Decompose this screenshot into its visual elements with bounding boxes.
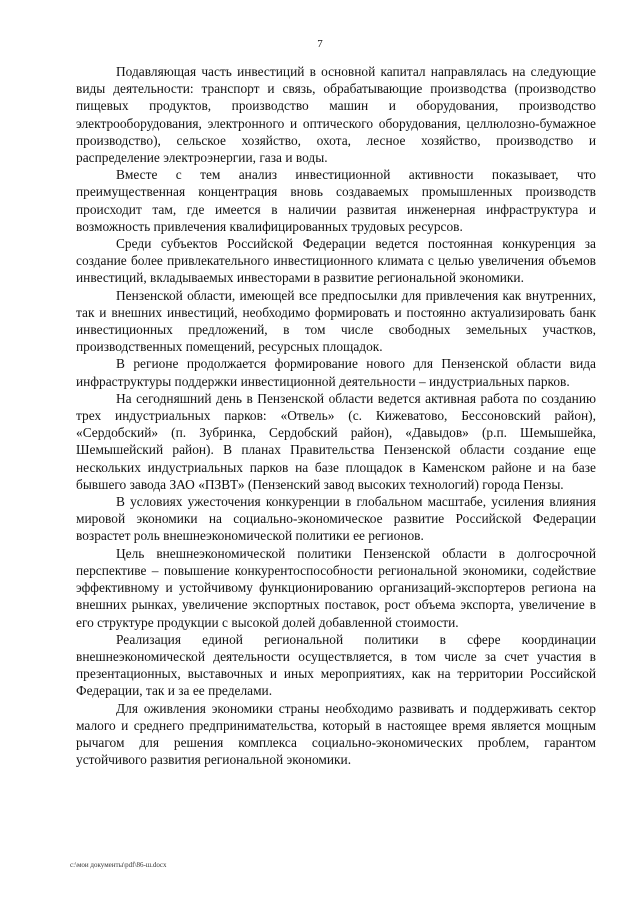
paragraph: Для оживления экономики страны необходимо развивать и поддерживать сектор малого и среднего предпринимательства, который в настоящее время является мощным рычагом для решения комплекса социально-экономических проблем, гарантом устойчивого развития региональной экономики. <box>76 700 596 768</box>
paragraph: Вместе с тем анализ инвестиционной активности показывает, что преимущественная концентрация вновь создаваемых промышленных производств происходит там, где имеется в наличии развитая инженерная инфраструктура и возможность привлечения квалифицированных трудовых ресурсов. <box>76 167 596 234</box>
page-number: 7 <box>317 38 323 50</box>
paragraph: Подавляющая часть инвестиций в основной капитал направлялась на следующие виды деятельности: транспорт и связь, обрабатывающие производства (производство пищевых продуктов, производство машин и оборудования, производство электрооборудования, электронного и оптического оборудования, целлюлозно-бумажное производство), сельское хозяйство, охота, лесное хозяйство, производство и распределение электроэнергии, газа и воды. <box>76 64 596 166</box>
file-path-footer: c:\мои документы\pdf\86-ш.docx <box>70 861 167 869</box>
paragraph: В условиях ужесточения конкуренции в глобальном масштабе, усиления влияния мировой экономики на социально-экономическое развитие Российской Федерации возрастет роль внешнеэкономической политики ее регионов. <box>76 494 596 544</box>
document-body <box>76 63 596 768</box>
paragraph: В регионе продолжается формирование нового для Пензенской области вида инфраструктуры поддержки инвестиционной деятельности – индустриальных парков. <box>76 356 596 389</box>
paragraph: Среди субъектов Российской Федерации ведется постоянная конкуренция за создание более привлекательного инвестиционного климата с целью увеличения объемов инвестиций, вкладываемых инвесторами в развитие региональной экономики. <box>76 236 596 286</box>
paragraph: Цель внешнеэкономической политики Пензенской области в долгосрочной перспективе – повышение конкурентоспособности региональной экономики, содействие эффективному и устойчивому функционированию организаций-экспортеров региона на внешних рынках, увеличение экспортных поставок, рост объема экспорта, увеличение в его структуре продукции с высокой долей добавленной стоимости. <box>76 545 596 630</box>
paragraph: Реализация единой региональной политики в сфере координации внешнеэкономической деятельности осуществляется, в том числе за счет участия в презентационных, выставочных и иных мероприятиях, как на территории Российской Федерации, так и за ее пределами. <box>76 631 596 699</box>
paragraph: На сегодняшний день в Пензенской области ведется активная работа по созданию трех индустриальных парков: «Отвель» (с. Кижеватово, Бессоновский район), «Сердобский» (п. Зубринка, Сердобский район), «Давыдов» (р.п. Шемышейка, Шемышейский район). В планах Правительства Пензенской области создание еще нескольких индустриальных парков на базе площадок в Каменском районе и на базе бывшего завода ЗАО «ПЗВТ» (Пензенский завод высоких технологий) города Пензы. <box>76 390 596 492</box>
paragraph: Пензенской области, имеющей все предпосылки для привлечения как внутренних, так и внешних инвестиций, необходимо формировать и постоянно актуализировать банк инвестиционных предложений, в том числе свободных земельных участков, производственных помещений, ресурсных площадок. <box>76 287 596 355</box>
